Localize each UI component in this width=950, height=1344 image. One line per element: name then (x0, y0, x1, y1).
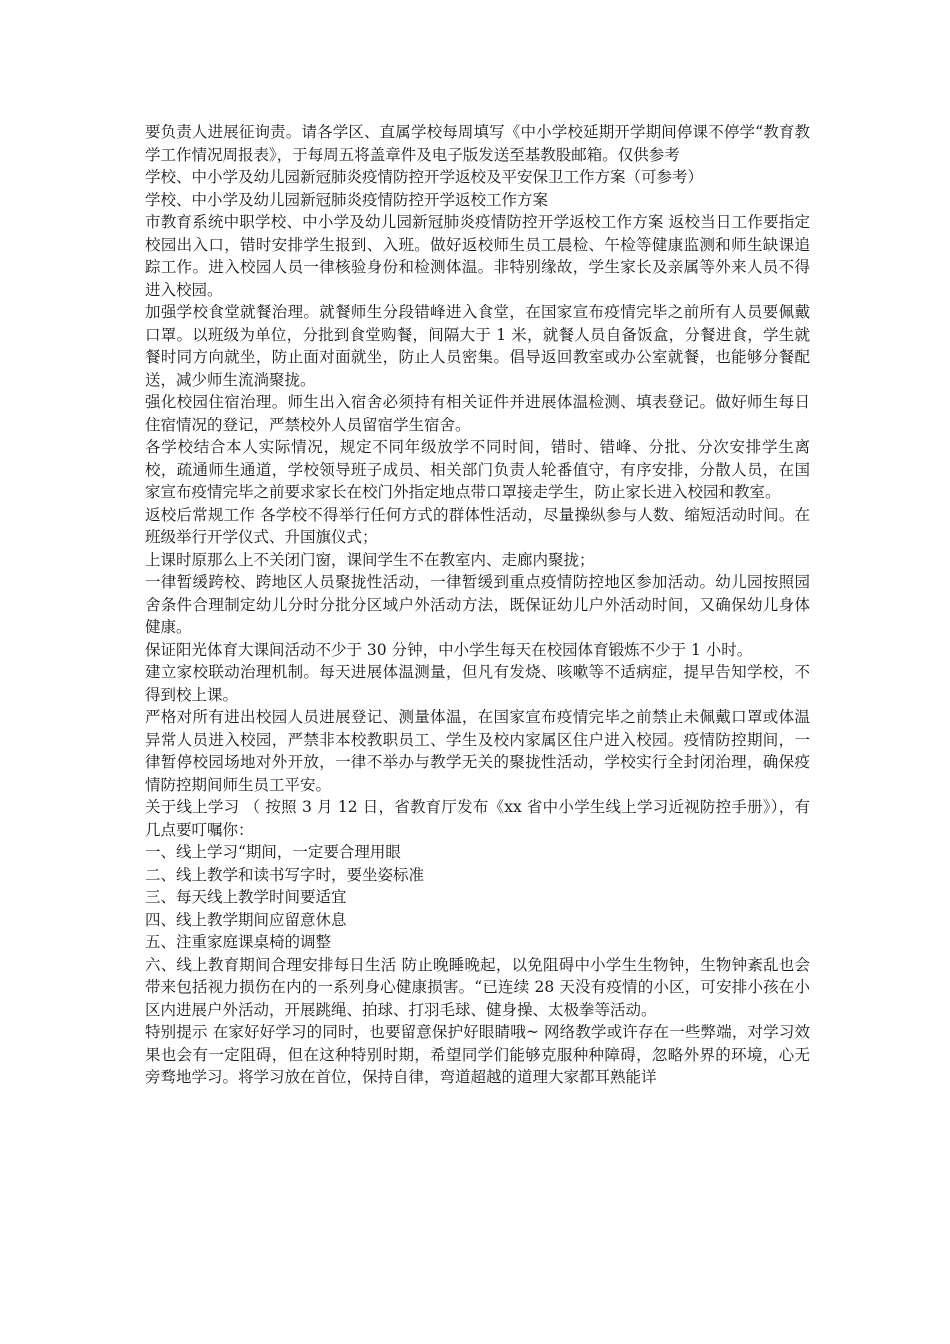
paragraph-dormitory: 强化校园住宿治理。师生出入宿舍必须持有相关证件并进展体温检测、填表登记。做好师生每日住宿情况的登记，严禁校外人员留宿学生宿舍。 (145, 393, 810, 434)
paragraph-title-return-plan: 学校、中小学及幼儿园新冠肺炎疫情防控开学返校工作方案 (145, 190, 549, 209)
list-item-5: 五、注重家庭课桌椅的调整 (145, 933, 332, 951)
list-item-3: 三、每天线上教学时间要适宜 (145, 888, 347, 906)
paragraph-special-notice: 特别提示 在家好好学习的同时，也要留意保护好眼睛哦~ 网络教学或许存在一些弊端，对学习效果也会有一定阻碍，但在这种特别时期，希望同学们能够克服种种障碍，忽略外界的环境，心无旁骛地学习。将学习放在首位，保持自律，弯道超越的道理大家都耳熟能详 (145, 1023, 810, 1086)
list-item-4: 四、线上教学期间应留意休息 (145, 910, 347, 929)
paragraph-dismissal: 各学校结合本人实际情况，规定不同年级放学不同时间，错时、错峰、分批、分次安排学生离校，疏通师生通道，学校领导班子成员、相关部门负责人轮番值守，有序安排，分散人员，在国家宣布疫情完毕之前要求家长在校门外指定地点带口罩接走学生，防止家长进入校园和教室。 (145, 438, 810, 501)
paragraph-entry-control: 严格对所有进出校园人员进展登记、测量体温，在国家宣布疫情完毕之前禁止未佩戴口罩或体温异常人员进入校园，严禁非本校教职员工、学生及校内家属区住户进入校园。疫情防控期间，一律暂停校园场地对外开放，一律不举办与教学无关的聚拢性活动，学校实行全封闭治理，确保疫情防控期间师生员工平安。 (145, 708, 810, 794)
document-body (145, 121, 810, 1089)
paragraph-group-activities: 一律暂缓跨校、跨地区人员聚拢性活动，一律暂缓到重点疫情防控地区参加活动。幼儿园按照园舍条件合理制定幼儿分时分批分区域户外活动方法，既保证幼儿户外活动时间，又确保幼儿身体健康。 (145, 573, 810, 636)
paragraph-online-learning: 关于线上学习 （ 按照 3 月 12 日，省教育厅发布《xx 省中小学生线上学习近视防控手册》），有几点要叮嘱你： (145, 798, 810, 839)
paragraph-title-safety-plan: 学校、中小学及幼儿园新冠肺炎疫情防控开学返校及平安保卫工作方案（可参考） (145, 168, 704, 186)
list-item-1: 一、线上学习“期间，一定要合理用眼 (145, 843, 401, 861)
list-item-6: 六、线上教育期间合理安排每日生活 防止晚睡晚起，以免阻碍中小学生生物钟，生物钟紊乱也会带来包括视力损伤在内的一系列身心健康损害。“已连续 28 天没有疫情的小区，可安排小孩在小区内进展户外活动，开展跳绳、拍球、打羽毛球、健身操、太极拳等活动。 (145, 955, 810, 1019)
paragraph-routine-work: 返校后常规工作 各学校不得举行任何方式的群体性活动，尽量操纵参与人数、缩短活动时间。在班级举行开学仪式、升国旗仪式； (145, 505, 810, 546)
paragraph-sports: 保证阳光体育大课间活动不少于 30 分钟，中小学生每天在校园体育锻炼不少于 1 小时。 (145, 640, 753, 659)
list-item-2: 二、线上教学和读书写字时，要坐姿标准 (145, 865, 425, 884)
paragraph-return-day-work: 市教育系统中职学校、中小学及幼儿园新冠肺炎疫情防控开学返校工作方案 返校当日工作要指定校园出入口，错时安排学生报到、入班。做好返校师生员工晨检、午检等健康监测和师生缺课追踪工作。进入校园人员一律核验身份和检测体温。非特别缘故，学生家长及亲属等外来人员不得进入校园。 (145, 213, 810, 299)
paragraph-weekly-report: 要负责人进展征询责。请各学区、直属学校每周填写《中小学校延期开学期间停课不停学“教育教学工作情况周报表》，于每周五将盖章件及电子版发送至基教股邮箱。仅供参考 (145, 123, 810, 164)
paragraph-ventilation: 上课时原那么上不关闭门窗，课间学生不在教室内、走廊内聚拢； (145, 550, 595, 569)
paragraph-canteen: 加强学校食堂就餐治理。就餐师生分段错峰进入食堂，在国家宣布疫情完毕之前所有人员要佩戴口罩。以班级为单位，分批到食堂购餐，间隔大于 1 米，就餐人员自备饭盒，分餐进食，学生就餐时同方向就坐，防止面对面就坐，防止人员密集。倡导返回教室或办公室就餐，也能够分餐配送，减少师生流淌聚拢。 (145, 303, 810, 389)
paragraph-home-school: 建立家校联动治理机制。每天进展体温测量，但凡有发烧、咳嗽等不适病症，提早告知学校，不得到校上课。 (145, 663, 810, 704)
